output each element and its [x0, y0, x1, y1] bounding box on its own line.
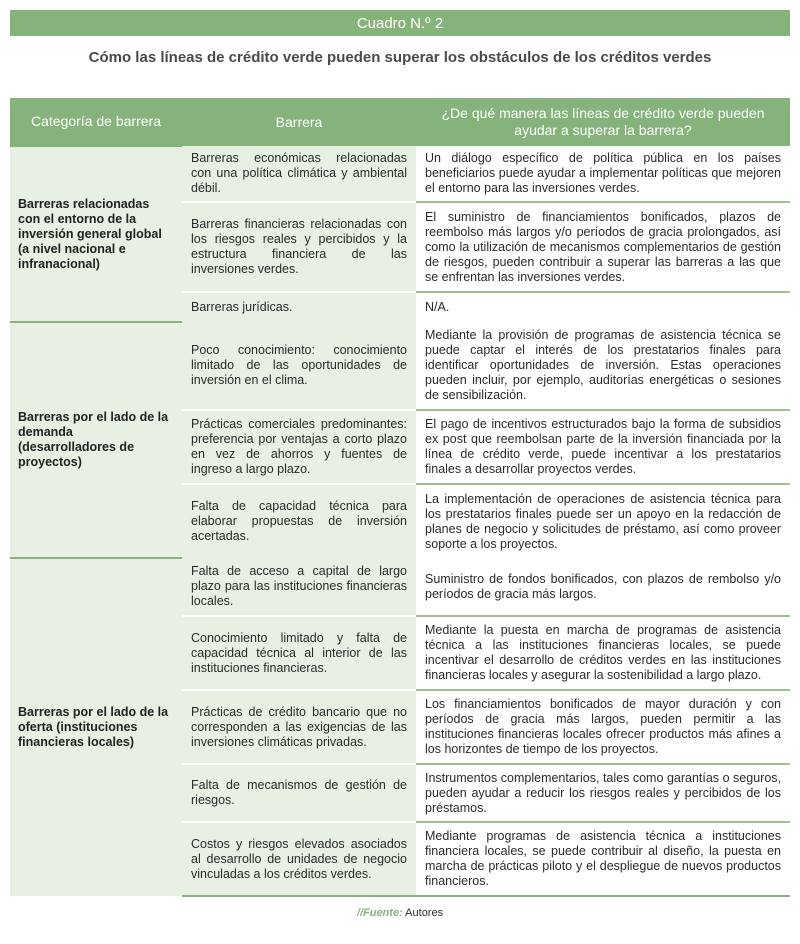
source-text: Autores — [402, 907, 444, 919]
solution-cell: El suministro de financiamientos bonificados, plazos de reembolso más largos y/o períodos de gracia prolongados, así como la utilización de mecanismos complementarios de gestión de riesgos, pueden contribuir a superar las barreras a las que se enfrentan las inversiones verdes. — [416, 202, 790, 292]
document-page — [10, 10, 790, 919]
barrier-cell: Barreras jurídicas. — [182, 292, 416, 322]
table-row — [10, 146, 790, 202]
solution-cell: Mediante la puesta en marcha de programas de asistencia técnica a las instituciones financieras locales, se puede incentivar el desarrollo de créditos verdes en las instituciones financieras locales y asegurar la sostenibilidad a largo plazo. — [416, 616, 790, 690]
header-barrier: Barrera — [182, 98, 416, 146]
solution-cell: Mediante programas de asistencia técnica a instituciones financiera locales, se puede contribuir al diseño, la puesta en marcha de prácticas piloto y el despliegue de nuevos productos financieros. — [416, 822, 790, 896]
barrier-cell: Poco conocimiento: conocimiento limitado de las oportunidades de inversión en el clima. — [182, 322, 416, 410]
solution-cell: El pago de incentivos estructurados bajo la forma de subsidios ex post que reembolsan parte de la inversión financiada por la línea de crédito verde, puede incentivar a los prestatarios finales a desarrollar proyectos verdes. — [416, 410, 790, 484]
source-label: //Fuente: — [356, 907, 403, 919]
barrier-cell: Falta de mecanismos de gestión de riesgos. — [182, 764, 416, 822]
barriers-table — [10, 98, 790, 897]
solution-cell: Instrumentos complementarios, tales como garantías o seguros, pueden ayudar a reducir los riesgos reales y percibidos de los préstamos. — [416, 764, 790, 822]
solution-cell: Suministro de fondos bonificados, con plazos de rembolso y/o períodos de gracia más largos. — [416, 558, 790, 616]
table-row — [10, 322, 790, 410]
table-number: Cuadro N.º 2 — [356, 14, 444, 32]
category-cell: Barreras por el lado de la demanda (desarrolladores de proyectos) — [10, 322, 182, 558]
barrier-cell: Conocimiento limitado y falta de capacidad técnica al interior de las instituciones financieras. — [182, 616, 416, 690]
barrier-cell: Prácticas de crédito bancario que no corresponden a las exigencias de las inversiones climáticas privadas. — [182, 690, 416, 764]
header-category: Categoría de barrera — [10, 98, 182, 146]
barrier-cell: Falta de capacidad técnica para elaborar propuestas de inversión acertadas. — [182, 484, 416, 558]
table-header-row — [10, 98, 790, 146]
barrier-cell: Prácticas comerciales predominantes: preferencia por ventajas a corto plazo en vez de ahorros y fuentes de ingreso a largo plazo. — [182, 410, 416, 484]
solution-cell: N/A. — [416, 292, 790, 322]
barrier-cell: Barreras económicas relacionadas con una política climática y ambiental débil. — [182, 146, 416, 202]
solution-cell: Mediante la provisión de programas de asistencia técnica se puede captar el interés de los prestatarios finales para identificar oportunidades de inversión. Estas operaciones pueden incluir, por ejemplo, auditorías energéticas o sesiones de sensibilización. — [416, 322, 790, 410]
table-title: Cómo las líneas de crédito verde pueden superar los obstáculos de los créditos verdes — [88, 48, 712, 66]
barrier-cell: Barreras financieras relacionadas con los riesgos reales y percibidos y la estructura financiera de las inversiones verdes. — [182, 202, 416, 292]
solution-cell: Los financiamientos bonificados de mayor duración y con períodos de gracia más largos, pueden permitir a las instituciones financieras locales ofrecer productos más afines a los horizontes de tiempo de los proyectos. — [416, 690, 790, 764]
barrier-cell: Falta de acceso a capital de largo plazo para las instituciones financieras locales. — [182, 558, 416, 616]
source-note — [10, 907, 790, 919]
solution-cell: Un diálogo específico de política pública en los países beneficiarios puede ayudar a implementar políticas que mejoren el entorno para las inversiones verdes. — [416, 146, 790, 202]
table-row — [10, 558, 790, 616]
solution-cell: La implementación de operaciones de asistencia técnica para los prestatarios finales puede ser un apoyo en la redacción de planes de negocio y solicitudes de préstamo, así como proveer soporte a los proyectos. — [416, 484, 790, 558]
category-cell: Barreras relacionadas con el entorno de la inversión general global (a nivel nacional e infranacional) — [10, 146, 182, 322]
barrier-cell: Costos y riesgos elevados asociados al desarrollo de unidades de negocio vinculadas a los créditos verdes. — [182, 822, 416, 896]
category-cell: Barreras por el lado de la oferta (instituciones financieras locales) — [10, 558, 182, 896]
header-solution: ¿De qué manera las líneas de crédito verde pueden ayudar a superar la barrera? — [416, 98, 790, 146]
table-number-banner — [10, 10, 790, 36]
